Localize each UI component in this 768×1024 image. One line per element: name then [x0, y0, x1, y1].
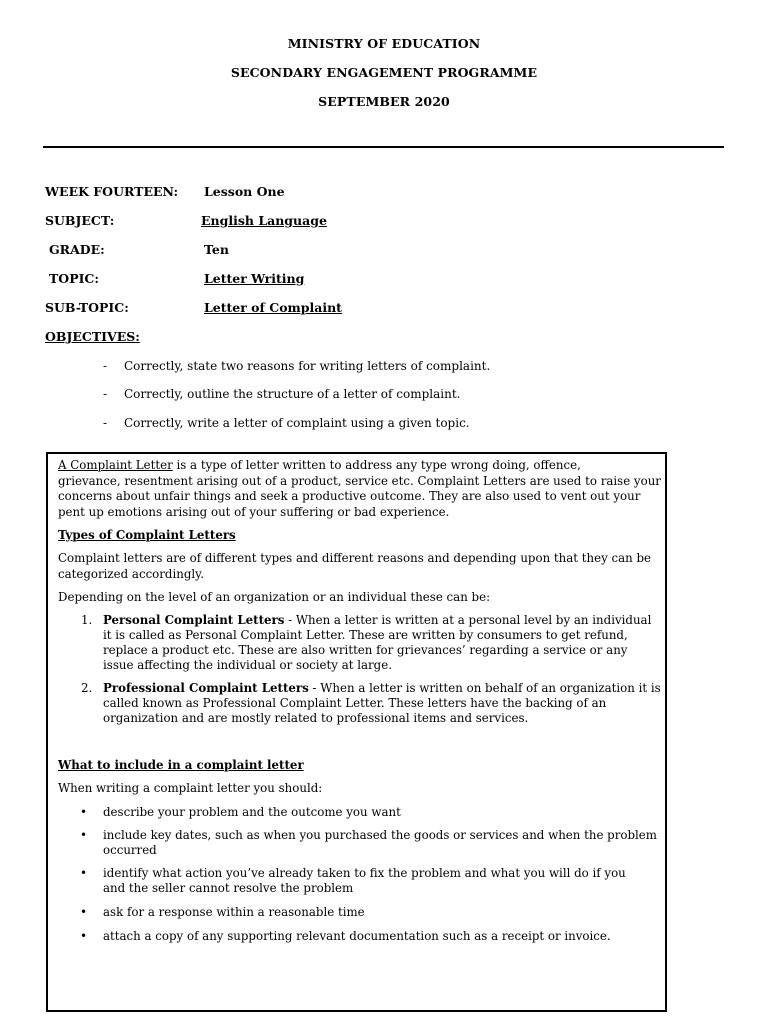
bullet-text: attach a copy of any supporting relevant documentation such as a receipt or invoice. — [103, 929, 611, 943]
types-heading: Types of Complaint Letters — [58, 528, 236, 542]
bullet-icon: • — [80, 929, 88, 943]
week-value: Lesson One — [204, 184, 285, 199]
bullet-text: occurred — [103, 843, 157, 857]
type-line — [103, 681, 661, 697]
type-line: called known as Professional Complaint Letter. These letters have the backing of an — [103, 696, 607, 710]
bullet-icon: • — [80, 866, 88, 880]
week-label: WEEK FOURTEEN: — [45, 184, 179, 199]
type-line — [103, 613, 651, 629]
topic-value: Letter Writing — [204, 271, 305, 286]
subtopic-value: Letter of Complaint — [204, 300, 342, 315]
depending-text: Depending on the level of an organization or an individual these can be: — [58, 590, 491, 604]
grade-value: Ten — [204, 242, 229, 257]
bullet-icon: • — [80, 905, 88, 919]
objective-text: Correctly, state two reasons for writing letters of complaint. — [124, 359, 491, 373]
bullet-text: ask for a response within a reasonable time — [103, 905, 365, 919]
type-text: - When a letter is written on behalf of an organization it is — [308, 681, 661, 695]
objective-item: - Correctly, state two reasons for writing letters of complaint. — [103, 359, 491, 373]
header-programme: SECONDARY ENGAGEMENT PROGRAMME — [230, 65, 538, 80]
intro-line: concerns about unfair things and seek a productive outcome. They are also used to vent out your — [58, 489, 641, 503]
bullet-text: identify what action you’ve already taken to fix the problem and what you will do if you — [103, 866, 626, 880]
subject-value: English Language — [201, 213, 327, 228]
types-paragraph-line: categorized accordingly. — [58, 567, 205, 581]
bullet-text: describe your problem and the outcome you want — [103, 805, 401, 819]
objective-item: - Correctly, outline the structure of a letter of complaint. — [103, 387, 461, 401]
type-term: Personal Complaint Letters — [103, 613, 285, 627]
type-line: organization and are mostly related to professional items and services. — [103, 711, 529, 725]
objective-text: Correctly, outline the structure of a letter of complaint. — [124, 387, 461, 401]
bullet-text: and the seller cannot resolve the problem — [103, 881, 354, 895]
grade-label: GRADE: — [49, 242, 105, 257]
list-number: 1. — [81, 613, 93, 627]
type-term: Professional Complaint Letters — [103, 681, 309, 695]
header-divider — [43, 146, 724, 148]
header-ministry: MINISTRY OF EDUCATION — [287, 36, 481, 51]
intro-text: is a type of letter written to address any type wrong doing, offence, — [172, 458, 581, 472]
intro-term: A Complaint Letter — [58, 458, 173, 472]
subject-label: SUBJECT: — [45, 213, 115, 228]
intro-line: pent up emotions arising out of your suffering or bad experience. — [58, 505, 450, 519]
type-text: - When a letter is written at a personal level by an individual — [284, 613, 652, 627]
list-number: 2. — [81, 681, 93, 695]
type-line: replace a product etc. These are also written for grievances’ regarding a service or any — [103, 643, 628, 657]
types-paragraph-line: Complaint letters are of different types and different reasons and depending upon that they can be — [58, 551, 652, 565]
intro-line: grievance, resentment arising out of a product, service etc. Complaint Letters are used to raise your — [58, 474, 661, 488]
bullet-icon: • — [80, 805, 88, 819]
include-intro: When writing a complaint letter you should: — [58, 781, 323, 795]
header-date: SEPTEMBER 2020 — [318, 94, 450, 109]
objective-item: - Correctly, write a letter of complaint using a given topic. — [103, 416, 470, 430]
type-line: it is called as Personal Complaint Letter. These are written by consumers to get refund, — [103, 628, 628, 642]
objective-text: Correctly, write a letter of complaint using a given topic. — [124, 416, 470, 430]
bullet-text: include key dates, such as when you purchased the goods or services and when the problem — [103, 828, 657, 842]
type-line: issue affecting the individual or society at large. — [103, 658, 392, 672]
bullet-icon: • — [80, 828, 88, 842]
intro-line — [58, 458, 581, 474]
subtopic-label: SUB-TOPIC: — [45, 300, 129, 315]
include-heading: What to include in a complaint letter — [58, 758, 304, 772]
objectives-heading: OBJECTIVES: — [45, 329, 140, 344]
topic-label: TOPIC: — [49, 271, 99, 286]
